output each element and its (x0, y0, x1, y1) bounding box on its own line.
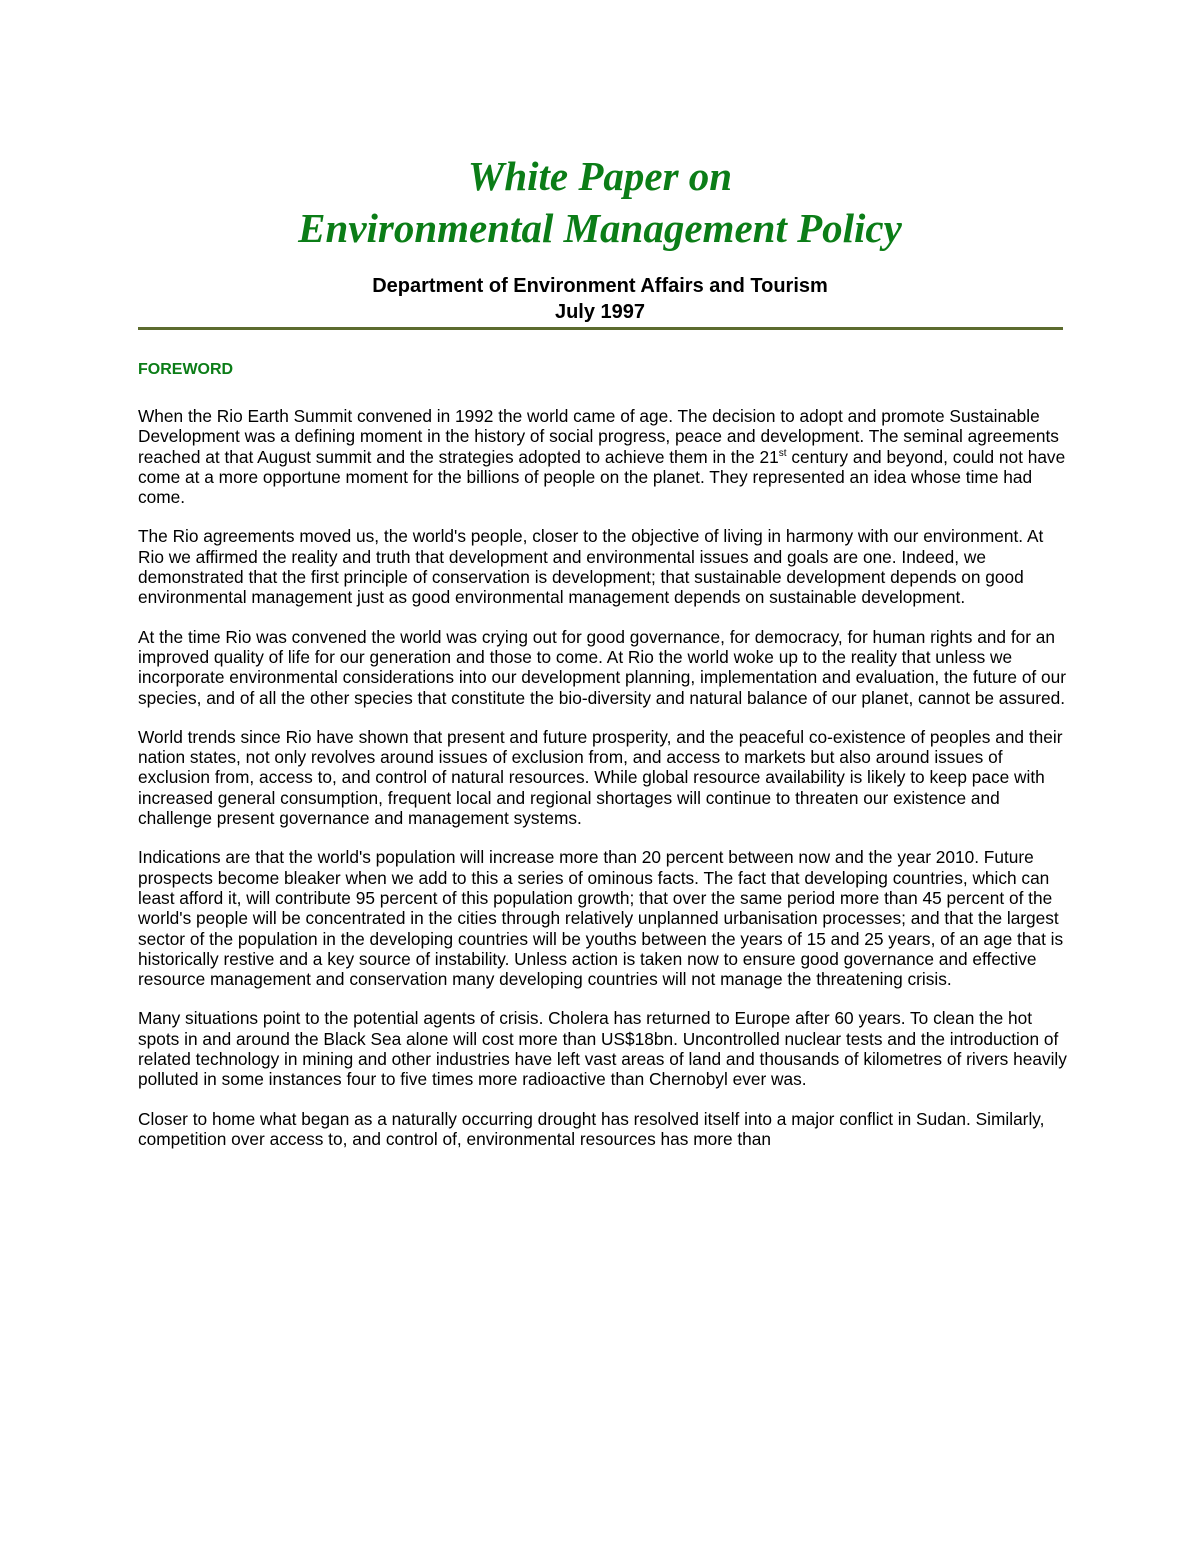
paragraph-1-text: When the Rio Earth Summit convened in 1992 the world came of age. The decision to adopt and promote Sustainable Development was a defining moment in the history of social progress, peace and development. The seminal agreements reached at that August summit and the strategies adopted to achieve them in the 21 (138, 406, 1059, 467)
paragraph-3: At the time Rio was convened the world was crying out for good governance, for democracy, for human rights and for an improved quality of life for our generation and those to come. At Rio the world woke up to the reality that unless we incorporate environmental considerations into our development planning, implementation and evaluation, the future of our species, and of all the other species that constitute the bio-diversity and natural balance of our planet, cannot be assured. (138, 626, 1067, 708)
document-title-line-1: White Paper on (467, 153, 733, 199)
paragraph-1 (138, 406, 1068, 507)
paragraph-2: The Rio agreements moved us, the world's people, closer to the objective of living in harmony with our environment. At Rio we affirmed the reality and truth that development and environmental issues and goals are one. Indeed, we demonstrated that the first principle of conservation is development; that sustainable development depends on good environmental management just as good environmental management depends on sustainable development. (138, 526, 1044, 608)
document-title-line-2: Environmental Management Policy (298, 205, 902, 251)
paragraph-4: World trends since Rio have shown that present and future prosperity, and the peaceful co-existence of peoples and their nation states, not only revolves around issues of exclusion from, and access to markets but also around issues of exclusion from, access to, and control of natural resources. While global resource availability is likely to keep pace with increased general consumption, frequent local and regional shortages will continue to threaten our existence and challenge present governance and management systems. (138, 726, 1063, 829)
paragraph-7: Closer to home what began as a naturally occurring drought has resolved itself into a major conflict in Sudan. Similarly, competition over access to, and control of, environmental resources has more than (138, 1108, 1045, 1149)
paragraph-1-text-continued: century and beyond, could not have come at a more opportune moment for the billions of people on the planet. They represented an idea whose time had come. (138, 446, 1066, 508)
ordinal-suffix: st (778, 447, 787, 459)
title-block (0, 150, 1200, 254)
paragraph-6: Many situations point to the potential agents of crisis. Cholera has returned to Europe after 60 years. To clean the hot spots in and around the Black Sea alone will cost more than US$18bn. Uncontrolled nuclear tests and the introduction of related technology in mining and other industries have left vast areas of land and thousands of kilometres of rivers heavily polluted in some instances four to five times more radioactive than Chernobyl ever was. (138, 1008, 1067, 1090)
paragraph-5: Indications are that the world's population will increase more than 20 percent between now and the year 2010. Future prospects become bleaker when we add to this a series of ominous facts. The fact that developing countries, which can least afford it, will contribute 95 percent of this population growth; that over the same period more than 45 percent of the world's people will be concentrated in the cities through relatively unplanned urbanisation processes; and that the largest sector of the population in the developing countries will be youths between the years of 15 and 25 years, of an age that is historically restive and a key source of instability. Unless action is taken now to ensure good governance and effective resource management and conservation many developing countries will not manage the threatening crisis. (138, 847, 1064, 990)
section-heading: FOREWORD (138, 361, 234, 378)
publication-date: July 1997 (554, 301, 646, 323)
title-divider (138, 327, 1063, 330)
subtitle-block (0, 273, 1200, 325)
department-name: Department of Environment Affairs and Tourism (372, 275, 828, 297)
foreword-section (138, 358, 1068, 1168)
